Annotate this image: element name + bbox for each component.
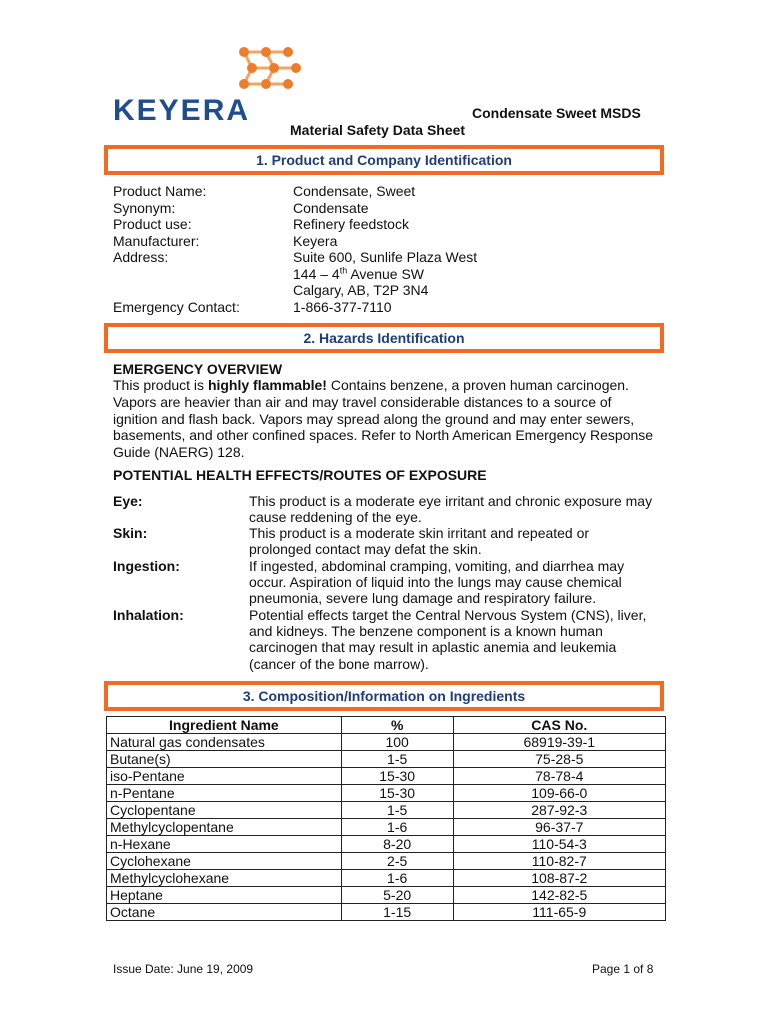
emergency-overview-text xyxy=(113,377,658,461)
document-title: Condensate Sweet MSDS xyxy=(472,105,641,121)
effect-text-skin: This product is a moderate skin irritant and repeated or prolonged contact may defat the skin. xyxy=(249,525,590,558)
ingredient-cas: 68919-39-1 xyxy=(453,734,665,751)
keyera-logo-icon xyxy=(232,44,304,94)
ingredient-name: Methylcyclohexane xyxy=(107,870,342,887)
column-header: CAS No. xyxy=(453,717,665,734)
field-value: Condensate xyxy=(293,199,369,216)
overview-text: Contains benzene, a proven human carcinogen. Vapors are heavier than air and may travel considerable distances to a source of ignition and flash back. Vapors may spread along the ground and may enter sewers, basements, and other confined spaces. Refer to North American Emergency Response Guide (NAERG) 128. xyxy=(113,377,654,461)
table-row xyxy=(107,904,666,921)
field-value: Condensate, Sweet xyxy=(293,183,416,199)
ingredient-cas: 75-28-5 xyxy=(453,751,665,768)
ingredient-percent: 1-5 xyxy=(341,751,453,768)
table-row xyxy=(107,853,666,870)
ingredient-name: Heptane xyxy=(107,887,342,904)
field-value: Refinery feedstock xyxy=(293,216,409,232)
effect-text-inhalation: Potential effects target the Central Nervous System (CNS), liver, and kidneys. The benzene component is a known human carcinogen that may result in aplastic anemia and leukemia (cancer of the bone marrow). xyxy=(249,607,647,672)
ingredient-name: Natural gas condensates xyxy=(107,734,342,751)
table-row xyxy=(107,785,666,802)
ingredient-cas: 110-82-7 xyxy=(453,853,665,870)
emergency-phone: 1-866-377-7110 xyxy=(293,298,392,315)
table-row xyxy=(107,819,666,836)
column-header: % xyxy=(341,717,453,734)
ingredient-percent: 1-6 xyxy=(341,819,453,836)
ingredient-cas: 110-54-3 xyxy=(453,836,665,853)
effect-label-eye: Eye: xyxy=(113,493,143,509)
table-row xyxy=(107,768,666,785)
page-number: Page 1 of 8 xyxy=(592,962,654,976)
ingredient-cas: 78-78-4 xyxy=(453,768,665,785)
ingredient-percent: 100 xyxy=(341,734,453,751)
field-label: Address: xyxy=(113,249,169,265)
ingredient-name: Butane(s) xyxy=(107,751,342,768)
effect-text-eye: This product is a moderate eye irritant and chronic exposure may cause reddening of the eye. xyxy=(249,493,653,526)
document-subtitle: Material Safety Data Sheet xyxy=(290,122,466,138)
field-value: Keyera xyxy=(293,232,338,249)
ingredient-name: n-Hexane xyxy=(107,836,342,853)
effect-text-ingestion: If ingested, abdominal cramping, vomiting, and diarrhea may occur. Aspiration of liquid into the lungs may cause chemical pneumonia, severe lung damage and respiratory failure. xyxy=(249,558,625,607)
address-suffix: th xyxy=(339,264,348,275)
table-row xyxy=(107,836,666,853)
section-3-header: 3. Composition/Information on Ingredients xyxy=(104,681,664,711)
ingredient-percent: 1-5 xyxy=(341,802,453,819)
field-label: Synonym: xyxy=(113,199,176,216)
ingredient-name: Octane xyxy=(107,904,342,921)
ingredient-percent: 15-30 xyxy=(341,785,453,802)
ingredient-cas: 111-65-9 xyxy=(453,904,665,921)
issue-date: Issue Date: June 19, 2009 xyxy=(113,962,254,976)
table-row xyxy=(107,887,666,904)
health-effects-heading: POTENTIAL HEALTH EFFECTS/ROUTES OF EXPOSURE xyxy=(113,467,487,483)
ingredient-name: Methylcyclopentane xyxy=(107,819,342,836)
column-header: Ingredient Name xyxy=(107,717,342,734)
effect-label-skin: Skin: xyxy=(113,525,148,541)
overview-emphasis: highly flammable! xyxy=(207,377,327,393)
field-label: Product Name: xyxy=(113,183,207,199)
section-1-header: 1. Product and Company Identification xyxy=(104,145,664,175)
field-value: Suite 600, Sunlife Plaza West xyxy=(293,249,478,265)
field-label: Manufacturer: xyxy=(113,232,200,249)
ingredient-name: n-Pentane xyxy=(107,785,342,802)
table-header-row xyxy=(107,717,666,734)
ingredient-percent: 1-15 xyxy=(341,904,453,921)
ingredient-cas: 108-87-2 xyxy=(453,870,665,887)
ingredient-cas: 109-66-0 xyxy=(453,785,665,802)
ingredient-name: Cyclohexane xyxy=(107,853,342,870)
address-text: Avenue SW xyxy=(347,265,425,282)
ingredient-cas: 142-82-5 xyxy=(453,887,665,904)
ingredient-percent: 2-5 xyxy=(341,853,453,870)
ingredient-percent: 8-20 xyxy=(341,836,453,853)
logo-wordmark: KEYERA xyxy=(113,94,251,127)
emergency-label: Emergency Contact: xyxy=(113,298,240,315)
emergency-overview-heading: EMERGENCY OVERVIEW xyxy=(113,361,283,377)
table-row xyxy=(107,751,666,768)
ingredient-percent: 1-6 xyxy=(341,870,453,887)
section-2-header: 2. Hazards Identification xyxy=(104,323,664,353)
address-text: 144 – 4 xyxy=(293,265,340,282)
table-row xyxy=(107,734,666,751)
ingredient-name: Cyclopentane xyxy=(107,802,342,819)
effect-label-ingestion: Ingestion: xyxy=(113,558,180,574)
table-row xyxy=(107,870,666,887)
address-line-2 xyxy=(293,266,424,283)
ingredients-table xyxy=(106,716,666,921)
ingredient-percent: 5-20 xyxy=(341,887,453,904)
ingredient-percent: 15-30 xyxy=(341,768,453,785)
table-row xyxy=(107,802,666,819)
effect-label-inhalation: Inhalation: xyxy=(113,607,184,623)
address-line-3: Calgary, AB, T2P 3N4 xyxy=(293,282,429,298)
ingredient-cas: 96-37-7 xyxy=(453,819,665,836)
field-label: Product use: xyxy=(113,216,192,232)
overview-text: This product is xyxy=(113,377,208,393)
ingredient-name: iso-Pentane xyxy=(107,768,342,785)
ingredient-cas: 287-92-3 xyxy=(453,802,665,819)
